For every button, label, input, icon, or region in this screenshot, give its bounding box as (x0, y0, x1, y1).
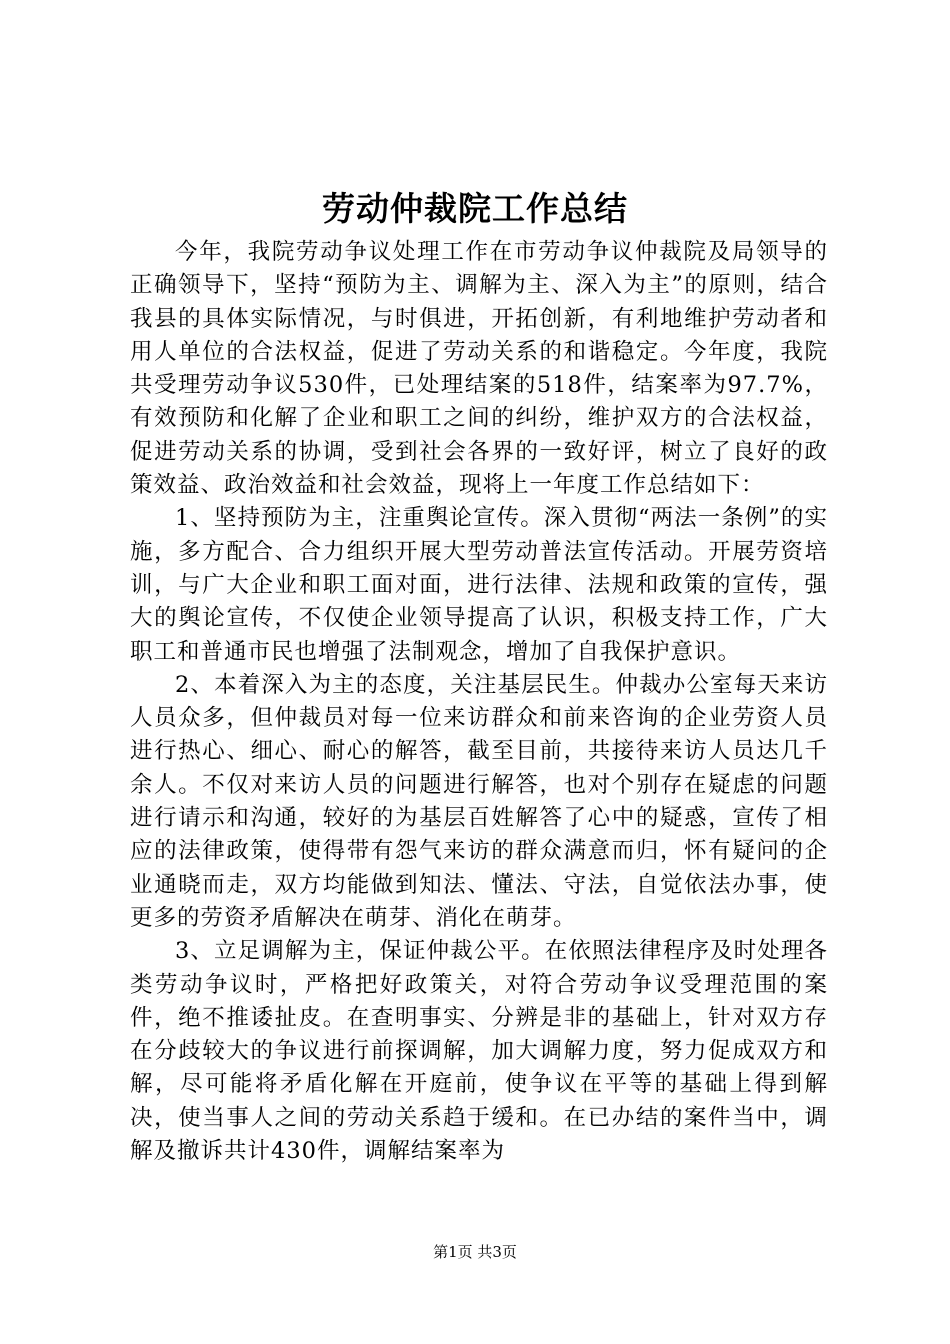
section-1-paragraph: 1、坚持预防为主，注重舆论宣传。深入贯彻“两法一条例”的实施，多方配合、合力组织开展大型劳动普法宣传活动。开展劳资培训，与广大企业和职工面对面，进行法律、法规和政策的宣传，强大的舆论宣传，不仅使企业领导提高了认识，积极支持工作，广大职工和普通市民也增强了法制观念，增加了自我保护意识。 (130, 505, 828, 665)
document-title: 劳动仲裁院工作总结 (322, 189, 628, 228)
document-body (130, 236, 828, 1168)
intro-paragraph: 今年，我院劳动争议处理工作在市劳动争议仲裁院及局领导的正确领导下，坚持“预防为主、调解为主、深入为主”的原则，结合我县的具体实际情况，与时俱进，开拓创新，有利地维护劳动者和用人单位的合法权益，促进了劳动关系的和谐稳定。今年度，我院共受理劳动争议530件，已处理结案的518件，结案率为97.7%，有效预防和化解了企业和职工之间的纠纷，维护双方的合法权益，促进劳动关系的协调，受到社会各界的一致好评，树立了良好的政策效益、政治效益和社会效益，现将上一年度工作总结如下： (130, 239, 828, 499)
page-number-footer: 第1页 共3页 (433, 1243, 517, 1261)
section-2-paragraph: 2、本着深入为主的态度，关注基层民生。仲裁办公室每天来访人员众多，但仲裁员对每一位来访群众和前来咨询的企业劳资人员进行热心、细心、耐心的解答，截至目前，共接待来访人员达几千余人。不仅对来访人员的问题进行解答，也对个别存在疑虑的问题进行请示和沟通，较好的为基层百姓解答了心中的疑惑，宣传了相应的法律政策，使得带有怨气来访的群众满意而归，怀有疑问的企业通晓而走，双方均能做到知法、懂法、守法，自觉依法办事，使更多的劳资矛盾解决在萌芽、消化在萌芽。 (130, 671, 828, 931)
section-3-paragraph: 3、立足调解为主，保证仲裁公平。在依照法律程序及时处理各类劳动争议时，严格把好政策关，对符合劳动争议受理范围的案件，绝不推诿扯皮。在查明事实、分辨是非的基础上，针对双方存在分歧较大的争议进行前探调解，加大调解力度，努力促成双方和解，尽可能将矛盾化解在开庭前，使争议在平等的基础上得到解决，使当事人之间的劳动关系趋于缓和。在已办结的案件当中，调解及撤诉共计430件，调解结案率为 (130, 938, 828, 1165)
